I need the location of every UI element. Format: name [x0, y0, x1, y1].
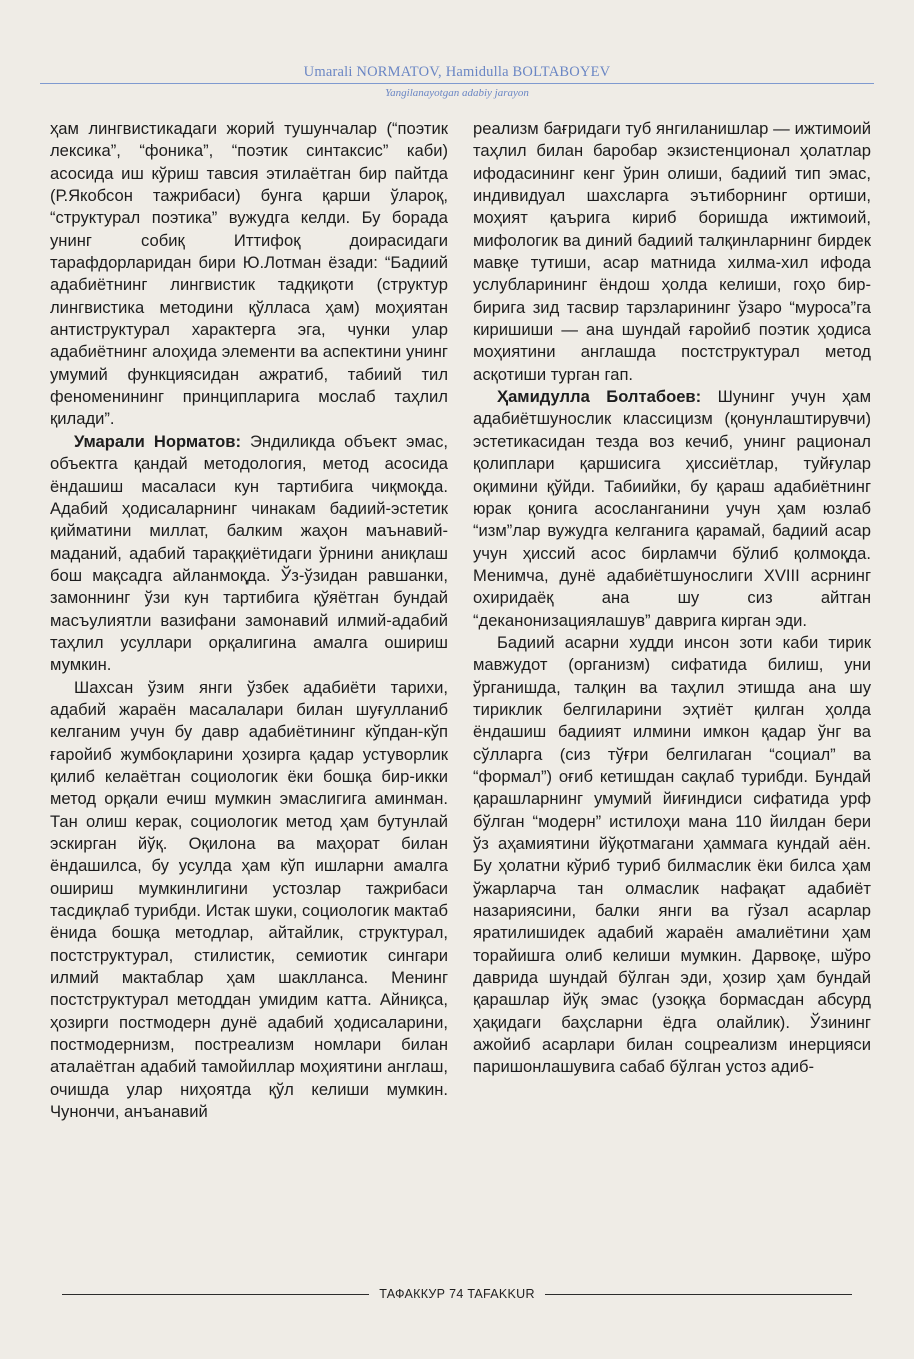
- header-authors: Umarali NORMATOV, Hamidulla BOLTABOYEV: [303, 64, 611, 80]
- header-subtitle: Yangilanayotgan adabiy jarayon: [385, 87, 529, 99]
- right-paragraph-3: Бадиий асарни худди инсон зоти каби тирик мавжудот (организм) сифатида билиш, уни ўрганишда, талқин ва таҳлил этишда ана шу тириклик белгиларини эҳтиёт қилган ҳолда ёндашиш бадиият илмини имкон қадар ўнг ва сўлларга (сиз тўғри белгилаган “социал” ва “формал”) оғиб кетишдан сақлаб турибди. Бундай қарашларнинг умумий йиғиндиси сифатида урф бўлган “модерн” истилоҳи мана 110 йилдан бери ўз аҳамиятини йўқотмагани ҳаммага кундай аён. Бу ҳолатни кўриб туриб билмаслик ёки билса ҳам ўжарларча тан олмаслик нафақат адабиёт назариясини, балки янги ва гўзал асарлар яратилишидек адабий жараён амалиётини ҳам торайишга олиб келиши мумкин. Дарвоқе, шўро даврида шундай бўлган эди, ҳозир ҳам бундай қарашлар йўқ эмас (узоққа бормасдан абсурд ҳақидаги баҳсларни ёдга олайлик). Ўзининг ажойиб асарлари билан соцреализм инерцияси паришонлашувига сабаб бўлган устоз адиб-: [473, 632, 871, 1077]
- right-paragraph-1: реализм бағридаги туб янгиланишлар — ижтимоий таҳлил билан баробар экзистенционал ҳолатлар ифодасининг кенг ўрин олиши, бадиий тип эмас, индивидуал шахсларга эътиборнинг ортиши, моҳият қаърига кириб боришда ижтимоий, мифологик ва диний бадиий талқинларнинг бирдек мавқе тутиши, асар матнида хилма-хил ифода услубларининг ёндош ҳолда келиши, гоҳо бир-бирига зид тасвир тарзларининг ўзаро “муроса”га киришиши — ана шундай ғаройиб поэтик ҳодиса моҳиятини англашда постструктурал метод асқотиши турган гап.: [473, 119, 871, 384]
- left-paragraph-3: Шахсан ўзим янги ўзбек адабиёти тарихи, адабий жараён масалалари билан шуғулланиб келганим учун бу давр адабиётининг кўпдан-кўп ғаройиб жумбоқларини ҳозирга қадар устуворлик қилиб келаётган социологик ёки бошқа бир-икки метод орқали ечиш мумкин эмаслигига аминман. Тан олиш керак, социологик метод ҳам бутунлай эскирган йўқ. Оқилона ва маҳорат билан ёндашилса, бу усулда ҳам кўп ишларни амалга ошириш мумкинлигини устозлар тажрибаси тасдиқлаб турибди. Истак шуки, социологик мактаб ёнида бошқа методлар, айтайлик, структурал, постструктурал, стилистик, семиотик сингари илмий мактаблар ҳам шаклланса. Менинг постструктурал методдан умидим катта. Айниқса, ҳозирги постмодерн дунё адабий ҳодисаларини, постмодернизм, постреализм номлари билан аталаётган адабий тамойиллар моҳиятини англаш, очишда улар ниҳоятда қўл келиши мумкин. Чунончи, анъанавий: [50, 677, 448, 1122]
- running-header: [40, 62, 874, 100]
- left-column: [50, 118, 448, 1123]
- speaker-name: Умарали Норматов:: [74, 431, 241, 451]
- left-paragraph-1: ҳам лингвистикадаги жорий тушунчалар (“поэтик лексика”, “фоника”, “поэтик синтаксис” каби) асосида иш кўриш тавсия этилаётган бир пайтда (Р.Якобсон тажрибаси) бунга қарши ўлароқ, “структурал поэтика” вужудга келди. Бу борада унинг собиқ Иттифоқ доирасидаги тарафдорларидан бири Ю.Лотман ёзади: “Бадиий адабиётнинг лингвистик тадқиқоти (структур лингвистика методини қўлласа ҳам) моҳиятан антиструктурал характерга эга, чунки улар адабиётнинг алоҳида элементи ва аспектини унинг умумий функциясидан ажратиб, табиий тил феноменининг принципларига мослаб таҳлил қилади”.: [50, 119, 448, 429]
- header-rule: [40, 83, 874, 84]
- footer-rule-right: [545, 1294, 852, 1295]
- left-paragraph-2: [50, 431, 448, 677]
- right-paragraph-2-text: Шунинг учун ҳам адабиётшунослик классицизм (қонунлаштирувчи) эстетикасидан тезда воз кечиб, унинг рационал қолиплари қаршисига ҳиссиётлар, туйғулар оқимини қўйди. Табиийки, бу қараш адабиётнинг юрак қонига асосланганини учун ҳам юзлаб “изм”лар вужудга келганига қарамай, бадиий асар учун ҳиссий асос бирламчи бўлиб қолмоқда. Менимча, дунё адабиётшунослиги XVIII асрнинг охиридаёқ ана шу сиз айтган “деканонизациялашув” даврига кирган эди.: [473, 387, 872, 630]
- left-paragraph-2-text: Эндиликда объект эмас, объектга қандай методология, метод асосида ёндашиш масаласи кун тартибига чиқмоқда. Адабий ҳодисаларнинг чинакам бадиий-эстетик қийматини миллат, балким жаҳон маънавий-маданий, адабий тараққиётидаги ўрнини аниқлаш бош мақсадга айланмоқда. Ўз-ўзидан равшанки, замоннинг ўзи кун тартибига қўяётган бундай масъулиятли вазифани замонавий илмий-адабий таҳлил усуллари орқалигина амалга ошириш мумкин.: [50, 431, 448, 675]
- right-column: [473, 118, 871, 1079]
- footer-label: ТАФАККУР 74 TAFAKKUR: [379, 1287, 535, 1301]
- page-footer: [62, 1283, 852, 1305]
- footer-rule-left: [62, 1294, 369, 1295]
- right-paragraph-2: [473, 386, 871, 632]
- speaker-name: Ҳамидулла Болтабоев:: [497, 387, 702, 407]
